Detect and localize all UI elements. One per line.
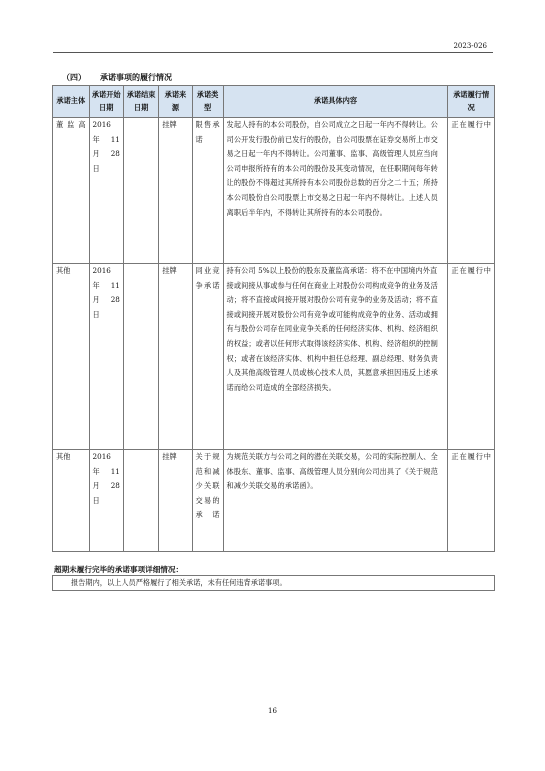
cell-content: 为规范关联方与公司之间的潜在关联交易，公司的实际控制人、全体股东、董事、监事、高级管理人员分别向公司出具了《关于规范和减少关联交易的承诺函》。 [223,450,448,552]
cell-type: 同业竞争承诺 [192,264,223,450]
header-content: 承诺具体内容 [223,86,448,118]
page-number: 16 [268,707,277,715]
overdue-text: 报告期内，以上人员严格履行了相关承诺，未有任何违背承诺事项。 [53,576,495,591]
cell-start-date: 2016 年 11 月 28 日 [89,264,123,450]
cell-subject: 其他 [53,264,90,450]
cell-end-date [123,118,158,264]
header-subject: 承诺主体 [53,86,90,118]
header-status: 承诺履行情况 [448,86,495,118]
cell-source: 挂牌 [159,118,192,264]
table-row [53,450,495,552]
cell-source: 挂牌 [159,450,192,552]
cell-type: 关于规范和减少关联交易的承诺 [192,450,223,552]
cell-content: 持有公司 5%以上股份的股东及董监高承诺：将不在中国境内外直接或间接从事或参与任何在商业上对股份公司构成竞争的业务及活动；将不直接或间接开展对股份公司有竞争的业务及活动；将不直接或间接开展对股份公司有竞争或可能构成竞争的业务、活动或拥有与股份公司存在同业竞争关系的任何经济实体、机构、经济组织的权益；或者以任何形式取得该经济实体、机构、经济组织的控制权；或者在该经济实体、机构中担任总经理、副总经理、财务负责人及其他高级管理人员或核心技术人员，其愿意承担因违反上述承诺而给公司造成的全部经济损失。 [223,264,448,450]
cell-status: 正在履行中 [448,264,495,450]
overdue-table [52,575,495,591]
cell-start-date: 2016 年 11 月 28 日 [89,118,123,264]
section-number: （四） [62,72,86,82]
overdue-title: 超期未履行完毕的承诺事项详细情况： [54,565,184,574]
cell-content: 发起人持有的本公司股份，自公司成立之日起一年内不得转让。公司公开发行股份前已发行的股份，自公司股票在证券交易所上市交易之日起一年内不得转让。公司董事、监事、高级管理人员应当向公司申报所持有的本公司的股份及其变动情况，在任职期间每年转让的股份不得超过其所持有本公司股份总数的百分之二十五；所持本公司股份自公司股票上市交易之日起一年内不得转让。上述人员离职后半年内，不得转让其所持有的本公司股份。 [223,118,448,264]
table-row [53,264,495,450]
header-start-date: 承诺开始日期 [89,86,123,118]
header-type: 承诺类型 [192,86,223,118]
cell-end-date [123,450,158,552]
header-source: 承诺来源 [159,86,192,118]
section-title [62,72,186,83]
table-row [53,118,495,264]
overdue-row [53,576,495,591]
cell-status: 正在履行中 [448,118,495,264]
cell-source: 挂牌 [159,264,192,450]
section-title-text: 承诺事项的履行情况 [100,72,172,82]
cell-subject: 其他 [53,450,90,552]
table-header-row [53,86,495,118]
commitments-table [52,85,495,552]
cell-start-date: 2016 年 11 月 28 日 [89,450,123,552]
document-code: 2023-026 [453,42,487,50]
cell-type: 限售承诺 [192,118,223,264]
header-rule [53,52,493,53]
cell-subject: 董监高 [53,118,90,264]
header-end-date: 承诺结束日期 [123,86,158,118]
cell-end-date [123,264,158,450]
cell-status: 正在履行中 [448,450,495,552]
